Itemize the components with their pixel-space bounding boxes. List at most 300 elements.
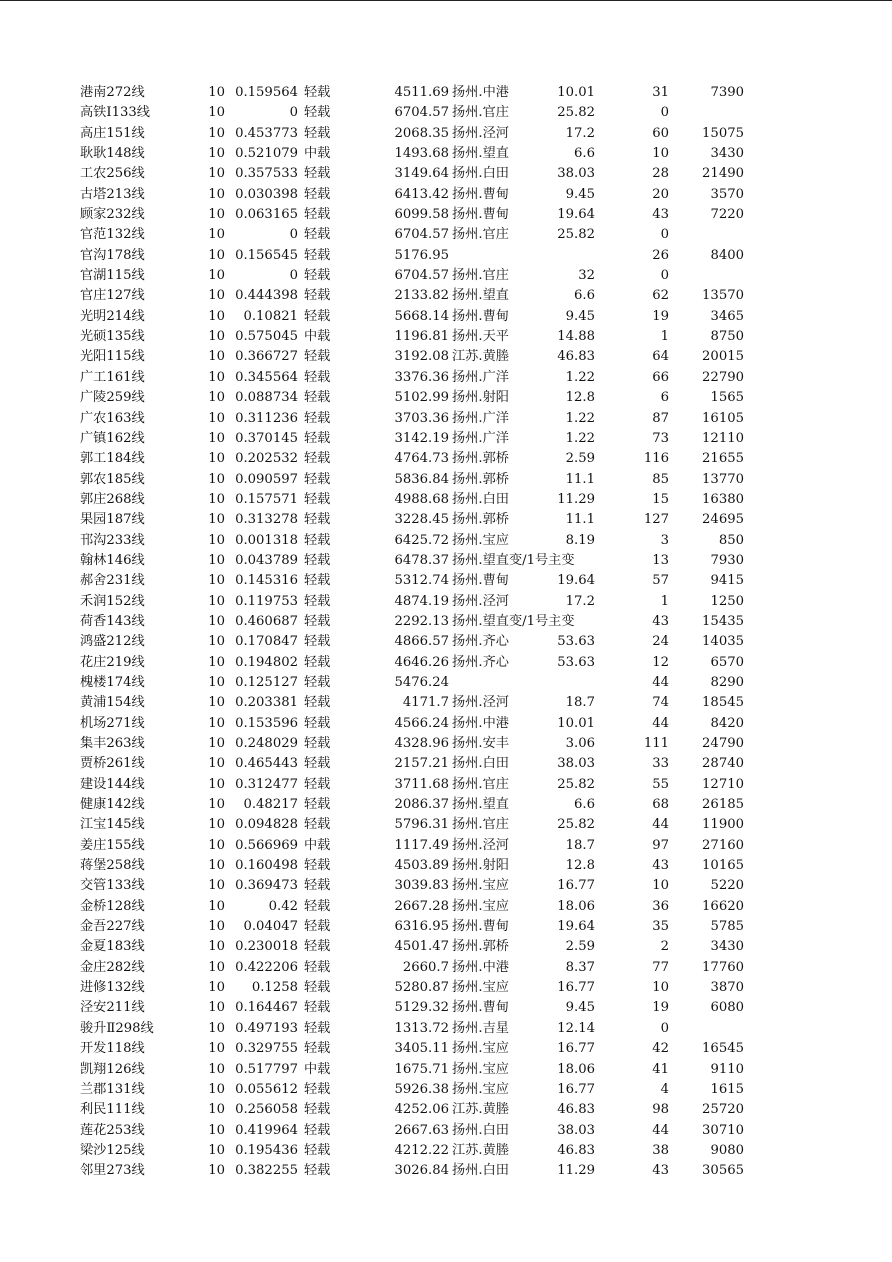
capacity-cell[interactable]: 7390: [710, 85, 744, 100]
capacity-value-cell[interactable]: 2133.82: [394, 288, 449, 304]
line-name-cell[interactable]: 官范132线: [80, 227, 145, 243]
load-status-cell[interactable]: 轻载: [304, 959, 331, 975]
substation-cell[interactable]: 扬州.齐心: [452, 654, 509, 670]
load-rate-cell[interactable]: 0.48217: [243, 797, 298, 813]
load-rate-cell[interactable]: 0.145316: [235, 573, 298, 589]
substation-cell[interactable]: 扬州.郭桥: [452, 451, 509, 467]
capacity-cell[interactable]: 8420: [710, 715, 744, 731]
line-name-cell[interactable]: 郝舍231线: [80, 573, 145, 589]
distance-cell[interactable]: 3.06: [565, 736, 595, 751]
line-name-cell[interactable]: 交管133线: [80, 878, 145, 894]
count-cell[interactable]: 15: [652, 491, 669, 507]
load-status-cell[interactable]: 轻载: [304, 85, 331, 100]
count-cell[interactable]: 41: [652, 1061, 669, 1077]
substation-cell[interactable]: 扬州.安丰: [452, 736, 509, 751]
capacity-cell[interactable]: 7930: [710, 552, 744, 568]
voltage-cell[interactable]: 10: [208, 125, 225, 141]
capacity-value-cell[interactable]: 1313.72: [394, 1020, 449, 1036]
substation-cell[interactable]: 扬州.官庄: [452, 817, 509, 833]
voltage-cell[interactable]: 10: [208, 1061, 225, 1077]
capacity-value-cell[interactable]: 4866.57: [394, 634, 449, 650]
load-status-cell[interactable]: 轻载: [304, 939, 331, 955]
substation-cell[interactable]: 扬州.曹甸: [452, 919, 509, 935]
load-status-cell[interactable]: 轻载: [304, 125, 331, 141]
substation-cell[interactable]: 扬州.官庄: [452, 105, 509, 121]
capacity-value-cell[interactable]: 3376.36: [394, 369, 449, 385]
capacity-value-cell[interactable]: 5836.84: [394, 471, 449, 487]
load-rate-cell[interactable]: 0.357533: [235, 166, 298, 182]
load-rate-cell[interactable]: 0.170847: [235, 634, 298, 650]
line-name-cell[interactable]: 姜庄155线: [80, 837, 145, 853]
capacity-value-cell[interactable]: 3228.45: [394, 512, 449, 528]
capacity-value-cell[interactable]: 6704.57: [394, 105, 449, 121]
capacity-value-cell[interactable]: 1675.71: [394, 1061, 449, 1077]
capacity-value-cell[interactable]: 2292.13: [394, 613, 449, 629]
load-status-cell[interactable]: 轻载: [304, 919, 331, 935]
line-name-cell[interactable]: 荷香143线: [80, 613, 145, 629]
load-status-cell[interactable]: 轻载: [304, 980, 331, 996]
substation-cell[interactable]: 扬州.广洋: [452, 369, 509, 385]
load-rate-cell[interactable]: 0.366727: [235, 349, 298, 365]
substation-cell[interactable]: 江苏.黄塍: [452, 1142, 509, 1158]
voltage-cell[interactable]: 10: [208, 715, 225, 731]
substation-cell[interactable]: 扬州.白田: [452, 166, 509, 182]
line-name-cell[interactable]: 官沟178线: [80, 247, 145, 263]
capacity-value-cell[interactable]: 2157.21: [394, 756, 449, 772]
load-status-cell[interactable]: 轻载: [304, 797, 331, 813]
substation-cell[interactable]: 扬州.齐心: [452, 634, 509, 650]
substation-cell[interactable]: 扬州.曹甸: [452, 1000, 509, 1016]
capacity-cell[interactable]: 13770: [702, 471, 744, 487]
capacity-value-cell[interactable]: 6413.42: [394, 186, 449, 202]
substation-cell[interactable]: 扬州.曹甸: [452, 573, 509, 589]
distance-cell[interactable]: 25.82: [557, 776, 595, 792]
capacity-value-cell[interactable]: 3711.68: [394, 776, 449, 792]
capacity-cell[interactable]: 3870: [710, 980, 744, 996]
load-status-cell[interactable]: 轻载: [304, 1102, 331, 1118]
substation-cell[interactable]: 扬州.望直: [452, 288, 509, 304]
capacity-value-cell[interactable]: 3142.19: [394, 430, 449, 446]
capacity-cell[interactable]: 26185: [702, 797, 744, 813]
line-name-cell[interactable]: 广农163线: [80, 410, 145, 426]
load-status-cell[interactable]: 中载: [304, 1061, 331, 1077]
line-name-cell[interactable]: 建设144线: [80, 776, 145, 792]
line-name-cell[interactable]: 贾桥261线: [80, 756, 145, 772]
distance-cell[interactable]: 25.82: [557, 105, 595, 121]
substation-cell[interactable]: 扬州.宝应: [452, 1061, 509, 1077]
load-status-cell[interactable]: 轻载: [304, 288, 331, 304]
line-name-cell[interactable]: 官庄127线: [80, 288, 145, 304]
capacity-value-cell[interactable]: 4566.24: [394, 715, 449, 731]
substation-cell[interactable]: 扬州.中港: [452, 959, 509, 975]
capacity-value-cell[interactable]: 3405.11: [394, 1041, 449, 1057]
line-name-cell[interactable]: 江宝145线: [80, 817, 145, 833]
distance-cell[interactable]: 11.1: [565, 512, 595, 528]
capacity-cell[interactable]: 6080: [710, 1000, 744, 1016]
distance-cell[interactable]: 18.7: [565, 695, 595, 711]
voltage-cell[interactable]: 10: [208, 288, 225, 304]
capacity-value-cell[interactable]: 5926.38: [394, 1081, 449, 1097]
line-name-cell[interactable]: 广镇162线: [80, 430, 145, 446]
substation-cell[interactable]: 扬州.射阳: [452, 390, 509, 406]
count-cell[interactable]: 85: [652, 471, 669, 487]
count-cell[interactable]: 24: [652, 634, 669, 650]
count-cell[interactable]: 10: [652, 146, 669, 162]
load-rate-cell[interactable]: 0.195436: [235, 1142, 298, 1158]
line-name-cell[interactable]: 金夏183线: [80, 939, 145, 955]
capacity-value-cell[interactable]: 2068.35: [394, 125, 449, 141]
voltage-cell[interactable]: 10: [208, 186, 225, 202]
line-name-cell[interactable]: 邻里273线: [80, 1163, 145, 1179]
capacity-cell[interactable]: 18545: [702, 695, 744, 711]
count-cell[interactable]: 44: [652, 1122, 669, 1138]
load-rate-cell[interactable]: 0.230018: [235, 939, 298, 955]
count-cell[interactable]: 13: [652, 552, 669, 568]
line-name-cell[interactable]: 黄浦154线: [80, 695, 145, 711]
load-rate-cell[interactable]: 0.422206: [235, 959, 298, 975]
load-rate-cell[interactable]: 0.329755: [235, 1041, 298, 1057]
substation-cell[interactable]: 扬州.官庄: [452, 227, 509, 243]
substation-cell[interactable]: 扬州.白田: [452, 491, 509, 507]
line-name-cell[interactable]: 广陵259线: [80, 390, 145, 406]
count-cell[interactable]: 33: [652, 756, 669, 772]
line-name-cell[interactable]: 集丰263线: [80, 736, 145, 751]
line-name-cell[interactable]: 利民111线: [80, 1102, 145, 1118]
capacity-cell[interactable]: 27160: [702, 837, 744, 853]
load-rate-cell[interactable]: 0.575045: [235, 329, 298, 345]
capacity-cell[interactable]: 21490: [702, 166, 744, 182]
substation-cell[interactable]: 扬州.望直变/1号主变: [452, 552, 575, 568]
substation-cell[interactable]: 扬州.泾河: [452, 695, 509, 711]
distance-cell[interactable]: 1.22: [565, 410, 595, 426]
load-rate-cell[interactable]: 0.517797: [235, 1061, 298, 1077]
count-cell[interactable]: 2: [660, 939, 669, 955]
count-cell[interactable]: 26: [652, 247, 669, 263]
capacity-cell[interactable]: 17760: [702, 959, 744, 975]
capacity-value-cell[interactable]: 4252.06: [394, 1102, 449, 1118]
count-cell[interactable]: 0: [660, 227, 669, 243]
distance-cell[interactable]: 17.2: [565, 125, 595, 141]
voltage-cell[interactable]: 10: [208, 146, 225, 162]
load-rate-cell[interactable]: 0.090597: [235, 471, 298, 487]
substation-cell[interactable]: 扬州.广洋: [452, 430, 509, 446]
capacity-value-cell[interactable]: 5312.74: [394, 573, 449, 589]
distance-cell[interactable]: 10.01: [557, 85, 595, 100]
capacity-value-cell[interactable]: 3149.64: [394, 166, 449, 182]
voltage-cell[interactable]: 10: [208, 756, 225, 772]
distance-cell[interactable]: 10.01: [557, 715, 595, 731]
load-status-cell[interactable]: 中载: [304, 146, 331, 162]
line-name-cell[interactable]: 进修132线: [80, 980, 145, 996]
capacity-cell[interactable]: 9080: [710, 1142, 744, 1158]
line-name-cell[interactable]: 广工161线: [80, 369, 145, 385]
substation-cell[interactable]: 扬州.白田: [452, 1122, 509, 1138]
load-status-cell[interactable]: 轻载: [304, 1020, 331, 1036]
capacity-cell[interactable]: 25720: [702, 1102, 744, 1118]
voltage-cell[interactable]: 10: [208, 1122, 225, 1138]
distance-cell[interactable]: 46.83: [557, 1102, 595, 1118]
distance-cell[interactable]: 12.8: [565, 390, 595, 406]
load-rate-cell[interactable]: 0.460687: [235, 613, 298, 629]
load-status-cell[interactable]: 轻载: [304, 268, 331, 284]
capacity-cell[interactable]: 15435: [702, 613, 744, 629]
count-cell[interactable]: 77: [652, 959, 669, 975]
load-rate-cell[interactable]: 0.157571: [235, 491, 298, 507]
line-name-cell[interactable]: 莲花253线: [80, 1122, 145, 1138]
capacity-cell[interactable]: 5220: [710, 878, 744, 894]
capacity-value-cell[interactable]: 1117.49: [394, 837, 449, 853]
capacity-value-cell[interactable]: 1493.68: [394, 146, 449, 162]
capacity-value-cell[interactable]: 5102.99: [394, 390, 449, 406]
count-cell[interactable]: 68: [652, 797, 669, 813]
capacity-value-cell[interactable]: 2667.63: [394, 1122, 449, 1138]
load-rate-cell[interactable]: 0.256058: [235, 1102, 298, 1118]
line-name-cell[interactable]: 金庄282线: [80, 959, 145, 975]
load-rate-cell[interactable]: 0.566969: [235, 837, 298, 853]
capacity-value-cell[interactable]: 4511.69: [394, 85, 449, 100]
count-cell[interactable]: 66: [652, 369, 669, 385]
voltage-cell[interactable]: 10: [208, 552, 225, 568]
load-status-cell[interactable]: 轻载: [304, 1163, 331, 1179]
load-status-cell[interactable]: 轻载: [304, 1142, 331, 1158]
capacity-value-cell[interactable]: 4646.26: [394, 654, 449, 670]
distance-cell[interactable]: 38.03: [557, 1122, 595, 1138]
load-rate-cell[interactable]: 0.465443: [235, 756, 298, 772]
load-rate-cell[interactable]: 0.521079: [235, 146, 298, 162]
capacity-value-cell[interactable]: 5280.87: [394, 980, 449, 996]
capacity-cell[interactable]: 1615: [710, 1081, 744, 1097]
distance-cell[interactable]: 53.63: [557, 634, 595, 650]
distance-cell[interactable]: 16.77: [557, 1041, 595, 1057]
voltage-cell[interactable]: 10: [208, 390, 225, 406]
load-rate-cell[interactable]: 0: [289, 105, 298, 121]
count-cell[interactable]: 10: [652, 878, 669, 894]
capacity-cell[interactable]: 24695: [702, 512, 744, 528]
capacity-value-cell[interactable]: 3039.83: [394, 878, 449, 894]
line-name-cell[interactable]: 港南272线: [80, 85, 145, 100]
load-status-cell[interactable]: 轻载: [304, 715, 331, 731]
distance-cell[interactable]: 16.77: [557, 1081, 595, 1097]
voltage-cell[interactable]: 10: [208, 634, 225, 650]
capacity-value-cell[interactable]: 3703.36: [394, 410, 449, 426]
load-rate-cell[interactable]: 0.203381: [235, 695, 298, 711]
count-cell[interactable]: 64: [652, 349, 669, 365]
load-status-cell[interactable]: 中载: [304, 329, 331, 345]
load-status-cell[interactable]: 轻载: [304, 247, 331, 263]
load-rate-cell[interactable]: 0.160498: [235, 858, 298, 874]
substation-cell[interactable]: 扬州.宝应: [452, 1041, 509, 1057]
substation-cell[interactable]: 扬州.泾河: [452, 593, 509, 609]
capacity-cell[interactable]: 8290: [710, 674, 744, 690]
distance-cell[interactable]: 19.64: [557, 207, 595, 223]
voltage-cell[interactable]: 10: [208, 166, 225, 182]
capacity-value-cell[interactable]: 4171.7: [402, 695, 449, 711]
line-name-cell[interactable]: 梁沙125线: [80, 1142, 145, 1158]
load-status-cell[interactable]: 轻载: [304, 532, 331, 548]
line-name-cell[interactable]: 光阳115线: [80, 349, 145, 365]
count-cell[interactable]: 55: [652, 776, 669, 792]
substation-cell[interactable]: 扬州.宝应: [452, 532, 509, 548]
voltage-cell[interactable]: 10: [208, 105, 225, 121]
load-status-cell[interactable]: 轻载: [304, 451, 331, 467]
capacity-cell[interactable]: 8750: [710, 329, 744, 345]
load-rate-cell[interactable]: 0.202532: [235, 451, 298, 467]
distance-cell[interactable]: 46.83: [557, 1142, 595, 1158]
count-cell[interactable]: 43: [652, 858, 669, 874]
capacity-cell[interactable]: 12110: [702, 430, 744, 446]
distance-cell[interactable]: 53.63: [557, 654, 595, 670]
voltage-cell[interactable]: 10: [208, 430, 225, 446]
voltage-cell[interactable]: 10: [208, 695, 225, 711]
capacity-cell[interactable]: 16380: [702, 491, 744, 507]
line-name-cell[interactable]: 兰郡131线: [80, 1081, 145, 1097]
load-status-cell[interactable]: 轻载: [304, 573, 331, 589]
load-status-cell[interactable]: 轻载: [304, 410, 331, 426]
substation-cell[interactable]: 扬州.官庄: [452, 776, 509, 792]
count-cell[interactable]: 28: [652, 166, 669, 182]
voltage-cell[interactable]: 10: [208, 593, 225, 609]
load-status-cell[interactable]: 轻载: [304, 308, 331, 324]
load-rate-cell[interactable]: 0.088734: [235, 390, 298, 406]
line-name-cell[interactable]: 鸿盛212线: [80, 634, 145, 650]
distance-cell[interactable]: 25.82: [557, 817, 595, 833]
load-rate-cell[interactable]: 0.063165: [235, 207, 298, 223]
load-rate-cell[interactable]: 0.04047: [243, 919, 298, 935]
voltage-cell[interactable]: 10: [208, 207, 225, 223]
load-rate-cell[interactable]: 0.043789: [235, 552, 298, 568]
load-status-cell[interactable]: 轻载: [304, 898, 331, 914]
substation-cell[interactable]: 扬州.白田: [452, 1163, 509, 1179]
load-rate-cell[interactable]: 0.125127: [235, 674, 298, 690]
count-cell[interactable]: 3: [660, 532, 669, 548]
line-name-cell[interactable]: 泾安211线: [80, 1000, 145, 1016]
count-cell[interactable]: 12: [652, 654, 669, 670]
load-status-cell[interactable]: 轻载: [304, 736, 331, 751]
voltage-cell[interactable]: 10: [208, 858, 225, 874]
line-name-cell[interactable]: 古塔213线: [80, 186, 145, 202]
substation-cell[interactable]: 扬州.白田: [452, 756, 509, 772]
voltage-cell[interactable]: 10: [208, 247, 225, 263]
capacity-cell[interactable]: 15075: [702, 125, 744, 141]
load-status-cell[interactable]: 轻载: [304, 105, 331, 121]
capacity-value-cell[interactable]: 2667.28: [394, 898, 449, 914]
distance-cell[interactable]: 12.8: [565, 858, 595, 874]
voltage-cell[interactable]: 10: [208, 85, 225, 100]
count-cell[interactable]: 36: [652, 898, 669, 914]
capacity-cell[interactable]: 22790: [702, 369, 744, 385]
voltage-cell[interactable]: 10: [208, 329, 225, 345]
substation-cell[interactable]: 扬州.曹甸: [452, 186, 509, 202]
capacity-value-cell[interactable]: 6704.57: [394, 268, 449, 284]
voltage-cell[interactable]: 10: [208, 1020, 225, 1036]
count-cell[interactable]: 31: [652, 85, 669, 100]
load-status-cell[interactable]: 轻载: [304, 1041, 331, 1057]
capacity-cell[interactable]: 9110: [710, 1061, 744, 1077]
voltage-cell[interactable]: 10: [208, 776, 225, 792]
voltage-cell[interactable]: 10: [208, 1081, 225, 1097]
distance-cell[interactable]: 2.59: [565, 939, 595, 955]
load-rate-cell[interactable]: 0.164467: [235, 1000, 298, 1016]
load-status-cell[interactable]: 中载: [304, 837, 331, 853]
capacity-value-cell[interactable]: 6425.72: [394, 532, 449, 548]
load-status-cell[interactable]: 轻载: [304, 593, 331, 609]
voltage-cell[interactable]: 10: [208, 573, 225, 589]
load-status-cell[interactable]: 轻载: [304, 491, 331, 507]
distance-cell[interactable]: 9.45: [565, 186, 595, 202]
distance-cell[interactable]: 11.1: [565, 471, 595, 487]
distance-cell[interactable]: 11.29: [557, 1163, 595, 1179]
substation-cell[interactable]: 扬州.宝应: [452, 980, 509, 996]
capacity-cell[interactable]: 30565: [702, 1163, 744, 1179]
load-rate-cell[interactable]: 0: [289, 268, 298, 284]
capacity-cell[interactable]: 3570: [710, 186, 744, 202]
voltage-cell[interactable]: 10: [208, 980, 225, 996]
load-status-cell[interactable]: 轻载: [304, 634, 331, 650]
load-status-cell[interactable]: 轻载: [304, 695, 331, 711]
load-rate-cell[interactable]: 0.345564: [235, 369, 298, 385]
count-cell[interactable]: 43: [652, 207, 669, 223]
line-name-cell[interactable]: 健康142线: [80, 797, 145, 813]
load-status-cell[interactable]: 轻载: [304, 552, 331, 568]
substation-cell[interactable]: 扬州.望直: [452, 146, 509, 162]
load-rate-cell[interactable]: 0.094828: [235, 817, 298, 833]
count-cell[interactable]: 111: [643, 736, 669, 751]
line-name-cell[interactable]: 邗沟233线: [80, 532, 145, 548]
voltage-cell[interactable]: 10: [208, 451, 225, 467]
load-status-cell[interactable]: 轻载: [304, 1000, 331, 1016]
voltage-cell[interactable]: 10: [208, 878, 225, 894]
load-rate-cell[interactable]: 0.497193: [235, 1020, 298, 1036]
count-cell[interactable]: 62: [652, 288, 669, 304]
voltage-cell[interactable]: 10: [208, 512, 225, 528]
distance-cell[interactable]: 6.6: [574, 146, 595, 162]
load-status-cell[interactable]: 轻载: [304, 207, 331, 223]
substation-cell[interactable]: 扬州.中港: [452, 85, 509, 100]
distance-cell[interactable]: 17.2: [565, 593, 595, 609]
capacity-cell[interactable]: 16105: [702, 410, 744, 426]
count-cell[interactable]: 127: [643, 512, 669, 528]
load-rate-cell[interactable]: 0.001318: [235, 532, 298, 548]
load-rate-cell[interactable]: 0.312477: [235, 776, 298, 792]
capacity-cell[interactable]: 5785: [710, 919, 744, 935]
voltage-cell[interactable]: 10: [208, 898, 225, 914]
count-cell[interactable]: 35: [652, 919, 669, 935]
line-name-cell[interactable]: 郭工184线: [80, 451, 145, 467]
distance-cell[interactable]: 46.83: [557, 349, 595, 365]
capacity-cell[interactable]: 20015: [702, 349, 744, 365]
distance-cell[interactable]: 2.59: [565, 451, 595, 467]
capacity-value-cell[interactable]: 3192.08: [394, 349, 449, 365]
distance-cell[interactable]: 16.77: [557, 878, 595, 894]
capacity-value-cell[interactable]: 3026.84: [394, 1163, 449, 1179]
substation-cell[interactable]: 扬州.广洋: [452, 410, 509, 426]
load-rate-cell[interactable]: 0.42: [268, 898, 298, 914]
distance-cell[interactable]: 19.64: [557, 573, 595, 589]
voltage-cell[interactable]: 10: [208, 1102, 225, 1118]
count-cell[interactable]: 0: [660, 268, 669, 284]
load-status-cell[interactable]: 轻载: [304, 674, 331, 690]
load-rate-cell[interactable]: 0: [289, 227, 298, 243]
load-rate-cell[interactable]: 0.370145: [235, 430, 298, 446]
load-status-cell[interactable]: 轻载: [304, 471, 331, 487]
line-name-cell[interactable]: 郭农185线: [80, 471, 145, 487]
distance-cell[interactable]: 18.06: [557, 1061, 595, 1077]
distance-cell[interactable]: 1.22: [565, 369, 595, 385]
load-status-cell[interactable]: 轻载: [304, 512, 331, 528]
capacity-cell[interactable]: 3430: [710, 939, 744, 955]
capacity-cell[interactable]: 12710: [702, 776, 744, 792]
substation-cell[interactable]: 扬州.郭桥: [452, 512, 509, 528]
